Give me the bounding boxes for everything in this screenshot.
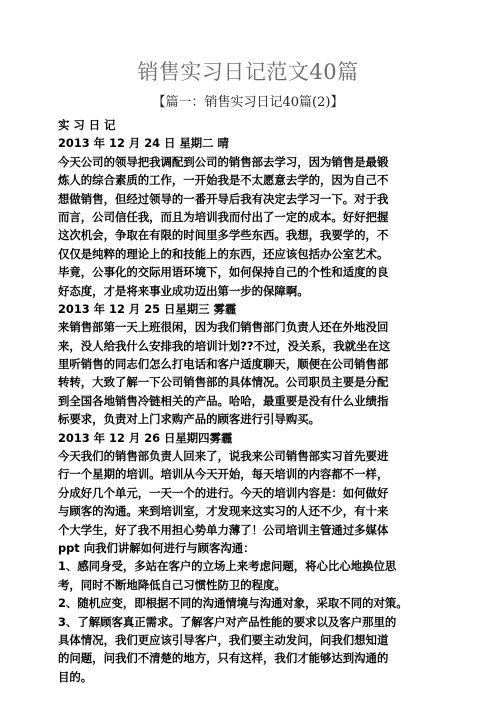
body-line: 2013 年 12 月 26 日星期四雾霾: [58, 430, 233, 445]
body-line: 行一个星期的培训。培训从今天开始，每天培训的内容都不一样，: [58, 467, 389, 482]
body-line: 转转，大致了解一下公司销售部的具体情况。公司职员主要是分配: [58, 375, 389, 390]
body-line: 具体情况，我们更应该引导客户，我们要主动发问，问我们想知道: [58, 632, 389, 647]
body-line: 毕竟，公事化的交际用语环境下，如何保持自己的个性和适度的良: [58, 265, 389, 280]
body-line: 的问题，问我们不清楚的地方，只有这样，我们才能够达到沟通的: [58, 651, 389, 666]
body-line: 标要求，负责对上门求购产品的顾客进行引导购买。: [58, 412, 320, 427]
document-body: [58, 116, 444, 686]
body-line: 仅仅是纯粹的理论上的和技能上的东西，还应该包括办公室艺术。: [58, 246, 389, 261]
body-line: 来，没人给我什么安排我的培训计划??不过，没关系，我就坐在这: [58, 338, 391, 353]
body-line: 今天我们的销售部负责人回来了，说我来公司销售部实习首先要进: [58, 449, 389, 464]
body-line: 里听销售的同志们怎么打电话和客户适度聊天，顺便在公司销售部: [58, 357, 389, 372]
body-line: 到全国各地销售冷链相关的产品。哈哈，最重要是没有什么业绩指: [58, 393, 389, 408]
document-title: 销售实习日记范文40篇: [137, 60, 359, 84]
body-line: 目的。: [58, 669, 93, 684]
body-line: 2、随机应变，即根据不同的沟通情境与沟通对象，采取不同的对策。: [58, 596, 408, 611]
body-line: 考，同时不断地降低自己习惯性防卫的程度。: [58, 577, 286, 592]
body-line: 2013 年 12 月 25 日星期三 雾霾: [58, 301, 237, 316]
body-line: 想做销售，但经过领导的一番开导后我有决定去学习一下。对于我: [58, 191, 389, 206]
body-line: 这次机会，争取在有限的时间里多学些东西。我想，我要学的，不: [58, 228, 389, 243]
body-line: 个大学生，好了我不用担心势单力薄了！公司培训主管通过多媒体: [58, 522, 389, 537]
document-subtitle: 【篇一：销售实习日记40篇(2)】: [152, 95, 344, 110]
body-line: 实 习 日 记: [58, 118, 116, 132]
body-line: ppt 向我们讲解如何进行与顾客沟通：: [58, 540, 255, 555]
body-line: 分成好几个单元，一天一个的进行。今天的培训内容是：如何做好: [58, 485, 389, 500]
body-line: 与顾客的沟通。来到培训室，才发现来这实习的人还不少，有十来: [58, 504, 389, 519]
body-line: 而言，公司信任我，而且为培训我而付出了一定的成本。好好把握: [58, 209, 389, 224]
body-line: 1、感同身受，多站在客户的立场上来考虑问题，将心比心地换位思: [58, 559, 397, 574]
body-line: 今天公司的领导把我调配到公司的销售部去学习，因为销售是最锻: [58, 154, 389, 169]
body-line: 2013 年 12 月 24 日 星期二 晴: [58, 136, 229, 151]
body-line: 好态度，才是将来事业成功迈出第一步的保障啊。: [58, 283, 309, 298]
body-line: 3、了解顾客真正需求。了解客户对产品性能的要求以及客户那里的: [58, 614, 397, 629]
body-line: 炼人的综合素质的工作，一开始我是不太愿意去学的，因为自己不: [58, 173, 389, 188]
body-line: 来销售部第一天上班很闲，因为我们销售部门负责人还在外地没回: [58, 320, 389, 335]
